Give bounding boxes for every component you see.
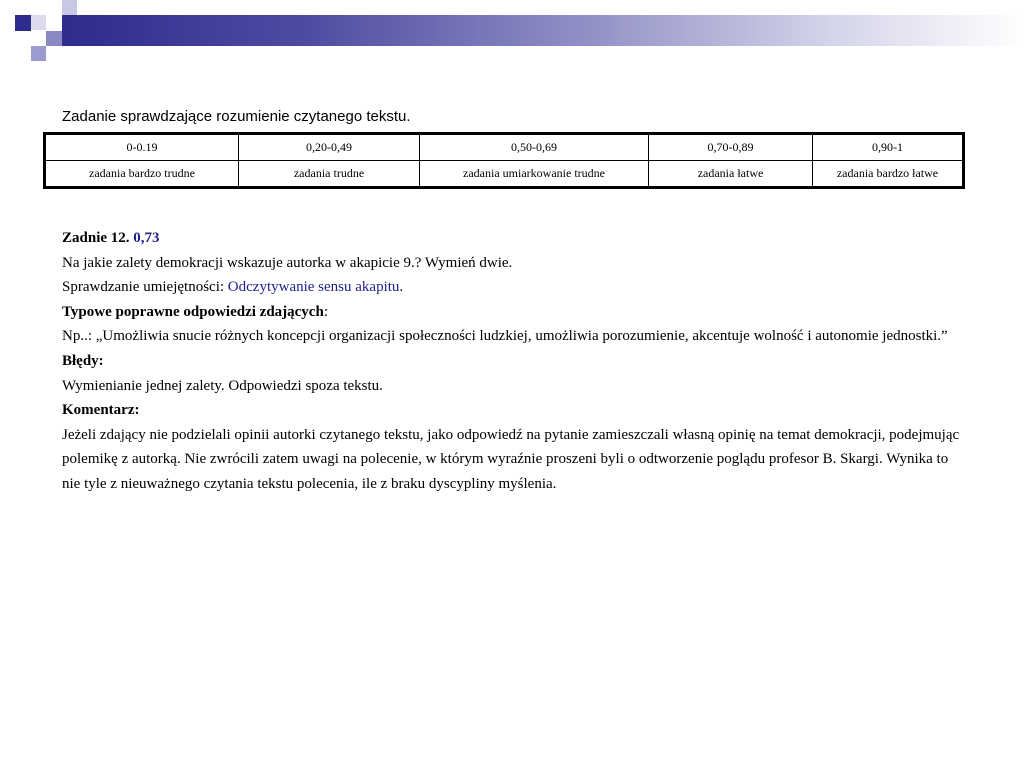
skill-value: Odczytywanie sensu akapitu	[227, 279, 400, 296]
task-skill-line	[62, 275, 962, 300]
skill-label: Sprawdzanie umiejętności:	[62, 279, 225, 296]
answers-heading: Typowe poprawne odpowiedzi zdających	[62, 303, 324, 320]
table-cell-range: 0,70-0,89	[649, 134, 813, 161]
table-cell-label: zadania umiarkowanie trudne	[420, 161, 649, 188]
table-cell-label: zadania bardzo trudne	[45, 161, 239, 188]
task-heading: Zadnie 12.	[62, 230, 130, 246]
slide-subtitle: Zadanie sprawdzające rozumienie czytanego tekstu.	[62, 108, 411, 125]
decor-square	[31, 15, 46, 30]
difficulty-scale-table	[43, 132, 965, 189]
answers-heading-line	[62, 300, 962, 325]
task-content	[62, 226, 962, 497]
decor-square	[46, 15, 62, 31]
answers-colon: :	[323, 303, 328, 320]
table-cell-range: 0,20-0,49	[239, 134, 420, 161]
table-cell-label: zadania trudne	[239, 161, 420, 188]
table-row	[45, 134, 964, 161]
skill-end: .	[399, 279, 404, 296]
decor-square	[31, 31, 46, 46]
task-score: 0,73	[133, 230, 160, 246]
table-cell-range: 0,50-0,69	[420, 134, 649, 161]
errors-heading: Błędy:	[62, 352, 104, 369]
decor-square	[62, 0, 77, 15]
decor-square	[0, 0, 15, 15]
table-row	[45, 161, 964, 188]
table-cell-range: 0-0.19	[45, 134, 239, 161]
decor-square	[31, 46, 46, 61]
task-question: Na jakie zalety demokracji wskazuje autorka w akapicie 9.? Wymień dwie.	[62, 254, 513, 271]
comment-heading: Komentarz:	[62, 402, 140, 419]
answers-text: Np..: „Umożliwia snucie różnych koncepcji organizacji społeczności ludzkiej, umożliwia porozumienie, akcentuje wolność i autonomie jednostki.”	[62, 328, 948, 345]
decor-square	[46, 31, 62, 46]
table-cell-range: 0,90-1	[813, 134, 964, 161]
comment-text: Jeżeli zdający nie podzielali opinii autorki czytanego tekstu, jako odpowiedź na pytanie zamieszczali własną opinię na temat demokracji, podejmując polemikę z autorką. Nie zwrócili zatem uwagi na polecenie, w którym wyraźnie proszeni byli o odtworzenie poglądu profesor B. Skargi. Wynika to nie tyle z nieuważnego czytania tekstu polecenia, ile z braku dyscypliny myślenia.	[62, 426, 960, 492]
errors-text: Wymienianie jednej zalety. Odpowiedzi spoza tekstu.	[62, 377, 383, 394]
task-heading-line	[62, 226, 962, 251]
table-cell-label: zadania łatwe	[649, 161, 813, 188]
header-gradient-bar	[62, 15, 1024, 46]
decor-square	[15, 15, 31, 31]
table-cell-label: zadania bardzo łatwe	[813, 161, 964, 188]
